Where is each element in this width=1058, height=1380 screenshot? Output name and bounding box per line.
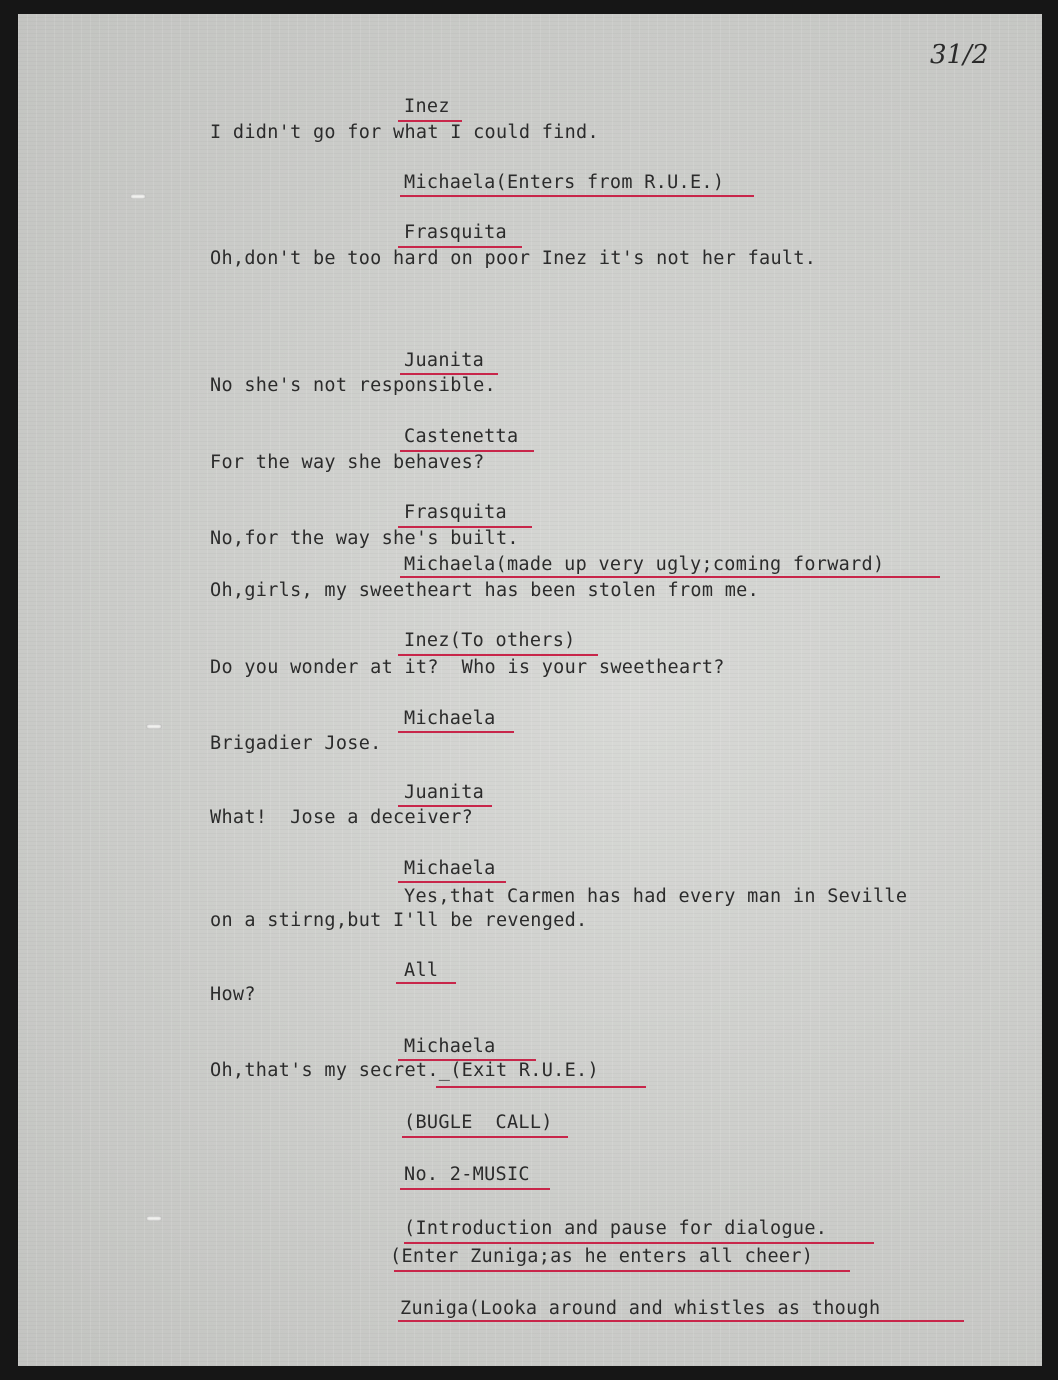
stage-direction-underline [436, 1086, 646, 1088]
punch-hole-middle [146, 724, 162, 729]
dialogue-line: How? [210, 984, 256, 1005]
dialogue-line: For the way she behaves? [210, 452, 485, 473]
speaker-name: Inez [404, 96, 450, 117]
speaker-name: Frasquita [404, 222, 507, 243]
page-number: 31/2 [930, 40, 989, 70]
speaker-name: Inez(To others) [404, 630, 576, 651]
speaker-name: Juanita [404, 350, 485, 371]
stage-direction-underline [394, 1270, 850, 1272]
music-cue: No. 2-MUSIC [404, 1164, 530, 1185]
punch-hole-bottom [146, 1216, 162, 1221]
speaker-name: Michaela [404, 858, 496, 879]
speaker-underline [398, 731, 514, 733]
speaker-name: Frasquita [404, 502, 507, 523]
speaker-name: Michaela [404, 1036, 496, 1057]
dialogue-line: Oh,that's my secret._(Exit R.U.E.) [210, 1060, 599, 1081]
dialogue-line: No,for the way she's built. [210, 528, 519, 549]
dialogue-line: Oh,don't be too hard on poor Inez it's not her fault. [210, 248, 817, 269]
dialogue-line: Oh,girls, my sweetheart has been stolen from me. [210, 580, 760, 601]
dialogue-line: Brigadier Jose. [210, 733, 382, 754]
speaker-name: Michaela(made up very ugly;coming forward) [404, 554, 885, 575]
script-page [18, 14, 1042, 1366]
speaker-underline [398, 1320, 964, 1322]
dialogue-line: No she's not responsible. [210, 375, 496, 396]
dialogue-line: What! Jose a deceiver? [210, 807, 474, 828]
speaker-name: Michaela [404, 708, 496, 729]
speaker-underline [400, 195, 754, 197]
dialogue-line: Do you wonder at it? Who is your sweetheart? [210, 657, 725, 678]
stage-direction: (Enter Zuniga;as he enters all cheer) [390, 1246, 814, 1267]
speaker-name: All [404, 960, 439, 981]
speaker-underline [398, 881, 506, 883]
speaker-name: Zuniga(Looka around and whistles as though [400, 1298, 881, 1319]
stage-direction-underline [404, 1242, 874, 1244]
stage-direction: (Introduction and pause for dialogue. [404, 1218, 828, 1239]
dialogue-line: on a stirng,but I'll be revenged. [210, 910, 588, 931]
punch-hole-top [130, 194, 146, 199]
stage-direction-underline [402, 1136, 568, 1138]
music-cue-underline [400, 1188, 550, 1190]
speaker-underline [396, 982, 456, 984]
speaker-underline [398, 654, 598, 656]
stage-direction: (BUGLE CALL) [404, 1112, 553, 1133]
speaker-underline [400, 576, 940, 578]
dialogue-line: Yes,that Carmen has had every man in Seville [404, 886, 908, 907]
speaker-name: Castenetta [404, 426, 519, 447]
stage-direction: Michaela(Enters from R.U.E.) [404, 172, 725, 193]
dialogue-line: I didn't go for what I could find. [210, 122, 599, 143]
speaker-name: Juanita [404, 782, 485, 803]
